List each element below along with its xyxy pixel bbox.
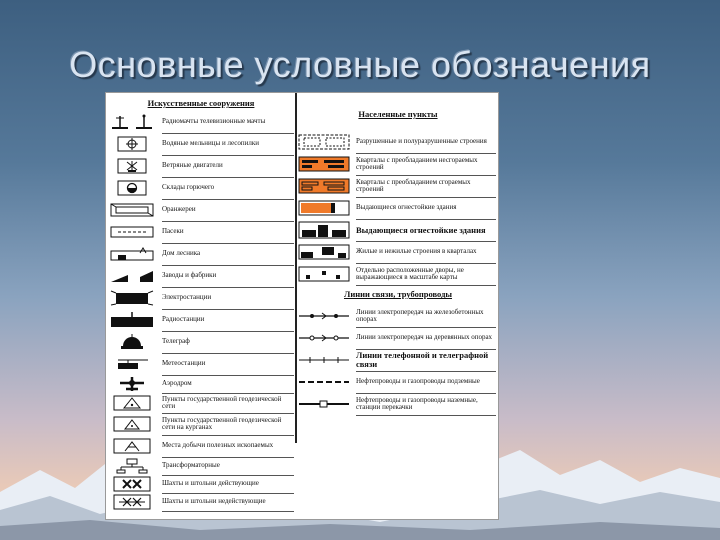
legend-text: Пасеки <box>162 227 184 236</box>
legend-text: Электростанции <box>162 293 212 302</box>
left-legend-label <box>162 457 294 476</box>
legend-text: Радиомачты телевизионные мачты <box>162 117 266 126</box>
radio-station-icon <box>108 309 156 331</box>
phone-line-icon <box>298 349 350 371</box>
legend-text: Водяные мельницы и лесопилки <box>162 139 259 148</box>
legend-text: Нефтепроводы и газопроводы подземные <box>356 377 480 386</box>
radio-mast-icon <box>108 111 156 133</box>
left-legend-label <box>162 265 294 288</box>
left-legend-row <box>106 393 296 413</box>
right-legend-row <box>298 327 498 349</box>
inactive-mine-icon <box>108 493 156 511</box>
legend-text: Оранжереи <box>162 205 196 214</box>
legend-text: Трансформаторные <box>162 461 220 470</box>
left-legend-label <box>162 309 294 332</box>
right-legend-row <box>298 263 498 285</box>
legend-text: Шахты и штольни недействующие <box>162 497 266 506</box>
left-legend-row <box>106 475 296 493</box>
left-legend-row <box>106 309 296 331</box>
right-legend-row <box>298 197 498 219</box>
water-mill-icon <box>108 133 156 155</box>
legend-text: Телеграф <box>162 337 190 346</box>
left-legend-row <box>106 265 296 287</box>
flammable-quarter-icon <box>298 175 350 197</box>
legend-text: Заводы и фабрики <box>162 271 217 280</box>
legend-text: Метеостанции <box>162 359 206 368</box>
legend-text: Радиостанции <box>162 315 205 324</box>
fireproof-buildings-icon <box>298 219 350 241</box>
apiary-icon <box>108 221 156 243</box>
right-legend-label <box>356 131 496 154</box>
left-legend-label <box>162 493 294 512</box>
left-legend-row <box>106 177 296 199</box>
left-legend-row <box>106 457 296 475</box>
weather-station-icon <box>108 353 156 375</box>
lines-section-header: Линии связи, трубопроводы <box>343 289 453 299</box>
legend-text: Пункты государственной геодезической сети на курганах <box>162 415 282 431</box>
right-legend-row <box>298 393 498 415</box>
pipeline-underground-icon <box>298 371 350 393</box>
left-legend-row <box>106 287 296 309</box>
right-legend-row <box>298 305 498 327</box>
left-legend-label <box>162 475 294 494</box>
transformer-icon <box>108 457 156 475</box>
legend-sheet <box>105 92 499 520</box>
legend-text: Ветряные двигатели <box>162 161 223 170</box>
left-legend-row <box>106 155 296 177</box>
left-legend-label <box>162 243 294 266</box>
right-legend-row <box>298 153 498 175</box>
geodetic-point-icon <box>108 393 156 413</box>
left-legend-label <box>162 353 294 376</box>
legend-text: Линии электропередач на железобетонных опорах <box>356 307 484 323</box>
right-legend-row <box>298 371 498 393</box>
legend-text: Пункты государственной геодезической сети <box>162 394 282 410</box>
slide-title: Основные условные обозначения <box>69 44 651 85</box>
right-legend-label <box>356 241 496 264</box>
left-legend-label <box>162 413 294 436</box>
power-station-icon <box>108 287 156 309</box>
left-legend-row <box>106 353 296 375</box>
fuel-depot-icon <box>108 177 156 199</box>
forester-house-icon <box>108 243 156 265</box>
telegraph-icon <box>108 331 156 353</box>
mining-icon <box>108 435 156 457</box>
right-legend-row <box>298 175 498 197</box>
left-legend-row <box>106 375 296 393</box>
left-legend-label <box>162 375 294 394</box>
geodetic-mound-icon <box>108 413 156 435</box>
left-legend-row <box>106 331 296 353</box>
right-legend-label <box>356 153 496 176</box>
greenhouse-icon <box>108 199 156 221</box>
left-legend-label <box>162 221 294 244</box>
right-header: Населенные пункты <box>358 109 438 119</box>
left-legend-row <box>106 493 296 511</box>
ruined-buildings-icon <box>298 131 350 153</box>
left-header: Искусственные сооружения <box>147 98 255 108</box>
left-legend-row <box>106 133 296 155</box>
left-legend-row <box>106 221 296 243</box>
left-legend-row <box>106 413 296 435</box>
right-legend-label <box>356 197 496 220</box>
left-legend-label <box>162 287 294 310</box>
wind-engine-icon <box>108 155 156 177</box>
fireproof-quarter-icon <box>298 153 350 175</box>
legend-text: Выдающиеся огнестойкие здания <box>356 203 457 212</box>
legend-text: Склады горючего <box>162 183 215 192</box>
left-legend-label <box>162 133 294 156</box>
active-mine-icon <box>108 475 156 493</box>
legend-text: Отдельно расположенные дворы, не выражающиеся в масштабе карты <box>356 265 464 281</box>
left-legend-row <box>106 243 296 265</box>
right-legend-label <box>356 305 496 328</box>
right-legend-label <box>356 263 496 286</box>
left-legend-label <box>162 393 294 414</box>
left-legend-label <box>162 199 294 222</box>
left-legend-label <box>162 331 294 354</box>
factory-icon <box>108 265 156 287</box>
legend-text: Места добычи полезных ископаемых <box>162 441 274 450</box>
legend-text: Аэродром <box>162 379 192 388</box>
legend-text: Выдающиеся огнестойкие здания <box>356 224 486 235</box>
legend-text: Жилые и нежилые строения в кварталах <box>356 247 477 256</box>
left-legend-label <box>162 177 294 200</box>
legend-text: Разрушенные и полуразрушенные строения <box>356 137 487 146</box>
left-legend-label <box>162 435 294 458</box>
legend-text: Линии телефонной и телеграфной связи <box>356 350 489 369</box>
left-legend-row <box>106 199 296 221</box>
airfield-icon <box>108 375 156 393</box>
left-legend-row <box>106 435 296 457</box>
right-legend-label <box>356 219 496 242</box>
right-legend-label <box>356 349 496 372</box>
legend-text: Кварталы с преобладанием несгораемых строений <box>356 155 478 171</box>
right-legend-label <box>356 175 496 198</box>
left-legend-label <box>162 155 294 178</box>
right-legend-row <box>298 131 498 153</box>
right-legend-row <box>298 349 498 371</box>
right-legend-label <box>356 393 496 416</box>
power-line-wooden-icon <box>298 327 350 349</box>
right-legend-row <box>298 219 498 241</box>
legend-text: Дом лесника <box>162 249 201 258</box>
legend-text: Шахты и штольни действующие <box>162 479 259 488</box>
separate-yards-icon <box>298 263 350 285</box>
dwellings-icon <box>298 241 350 263</box>
left-legend-row <box>106 111 296 133</box>
legend-text: Линии электропередач на деревянных опорах <box>356 333 493 342</box>
right-legend-row <box>298 241 498 263</box>
pipeline-surface-icon <box>298 393 350 415</box>
right-legend-label <box>356 327 496 350</box>
left-legend-label <box>162 111 294 134</box>
fireproof-building-icon <box>298 197 350 219</box>
legend-text: Нефтепроводы и газопроводы наземные, станции перекачки <box>356 395 478 411</box>
right-legend-label <box>356 371 496 394</box>
legend-text: Кварталы с преобладанием сгораемых строений <box>356 177 471 193</box>
power-line-concrete-icon <box>298 305 350 327</box>
